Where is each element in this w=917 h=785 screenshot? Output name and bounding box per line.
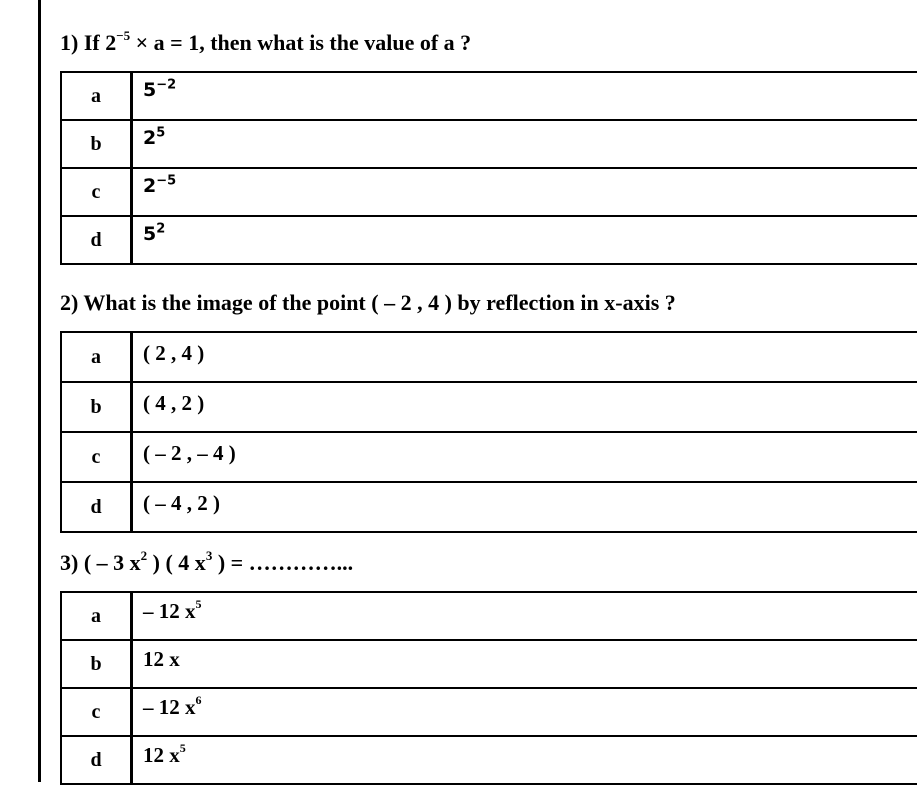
q3-stem-exp2: 3	[206, 548, 213, 563]
option-answer: 12 x	[132, 640, 917, 688]
option-row[interactable]	[61, 332, 917, 382]
option-answer: ( – 4 , 2 )	[132, 482, 917, 532]
answer-base: 12 x	[143, 743, 180, 767]
option-letter: b	[61, 640, 132, 688]
question-2-stem: 2) What is the image of the point ( – 2 , 4 ) by reflection in x-axis ?	[60, 285, 917, 331]
option-row[interactable]	[61, 72, 917, 120]
answer-base: – 12 x	[143, 695, 196, 719]
option-letter: a	[61, 72, 132, 120]
q3-stem-part2: ) ( 4 x	[147, 550, 206, 575]
option-row[interactable]	[61, 168, 917, 216]
option-letter: c	[61, 168, 132, 216]
option-answer	[132, 736, 917, 784]
option-letter: d	[61, 216, 132, 264]
answer-exponent: −5	[156, 174, 176, 189]
answer-base: 2	[143, 175, 156, 197]
q1-stem-prefix: 1) If 2	[60, 30, 116, 55]
option-row[interactable]	[61, 216, 917, 264]
option-row[interactable]	[61, 640, 917, 688]
option-letter: d	[61, 482, 132, 532]
answer-exponent: 5	[180, 741, 186, 755]
question-1-stem	[60, 25, 917, 71]
answer-exponent: −2	[156, 78, 176, 93]
option-answer	[132, 216, 917, 264]
question-3-options	[60, 591, 917, 785]
question-3	[60, 545, 917, 785]
option-answer	[132, 72, 917, 120]
option-letter: a	[61, 332, 132, 382]
answer-base: 5	[143, 79, 156, 101]
option-letter: b	[61, 120, 132, 168]
option-row[interactable]	[61, 432, 917, 482]
answer-exponent: 6	[196, 693, 202, 707]
q1-stem-suffix: × a = 1, then what is the value of a ?	[130, 30, 471, 55]
option-letter: c	[61, 432, 132, 482]
q3-stem-part3: ) = …………...	[212, 550, 353, 575]
question-3-stem	[60, 545, 917, 591]
q3-stem-part1: 3) ( – 3 x	[60, 550, 141, 575]
option-row[interactable]	[61, 592, 917, 640]
option-letter: b	[61, 382, 132, 432]
answer-exponent: 5	[196, 597, 202, 611]
option-answer: ( 2 , 4 )	[132, 332, 917, 382]
answer-base: 2	[143, 127, 156, 149]
question-1	[60, 25, 917, 265]
left-margin-rule	[38, 0, 41, 782]
option-answer	[132, 592, 917, 640]
q1-stem-exponent: −5	[116, 28, 130, 43]
answer-exponent: 2	[156, 222, 165, 237]
option-letter: a	[61, 592, 132, 640]
option-row[interactable]	[61, 120, 917, 168]
answer-base: – 12 x	[143, 599, 196, 623]
option-row[interactable]	[61, 736, 917, 784]
option-letter: c	[61, 688, 132, 736]
option-answer	[132, 120, 917, 168]
option-letter: d	[61, 736, 132, 784]
question-2	[60, 285, 917, 533]
option-answer: ( 4 , 2 )	[132, 382, 917, 432]
answer-exponent: 5	[156, 126, 165, 141]
option-row[interactable]	[61, 482, 917, 532]
answer-base: 5	[143, 223, 156, 245]
option-answer	[132, 688, 917, 736]
option-row[interactable]	[61, 688, 917, 736]
question-2-options	[60, 331, 917, 533]
option-answer	[132, 168, 917, 216]
option-answer: ( – 2 , – 4 )	[132, 432, 917, 482]
q3-stem-exp1: 2	[141, 548, 148, 563]
option-row[interactable]	[61, 382, 917, 432]
question-1-options	[60, 71, 917, 265]
